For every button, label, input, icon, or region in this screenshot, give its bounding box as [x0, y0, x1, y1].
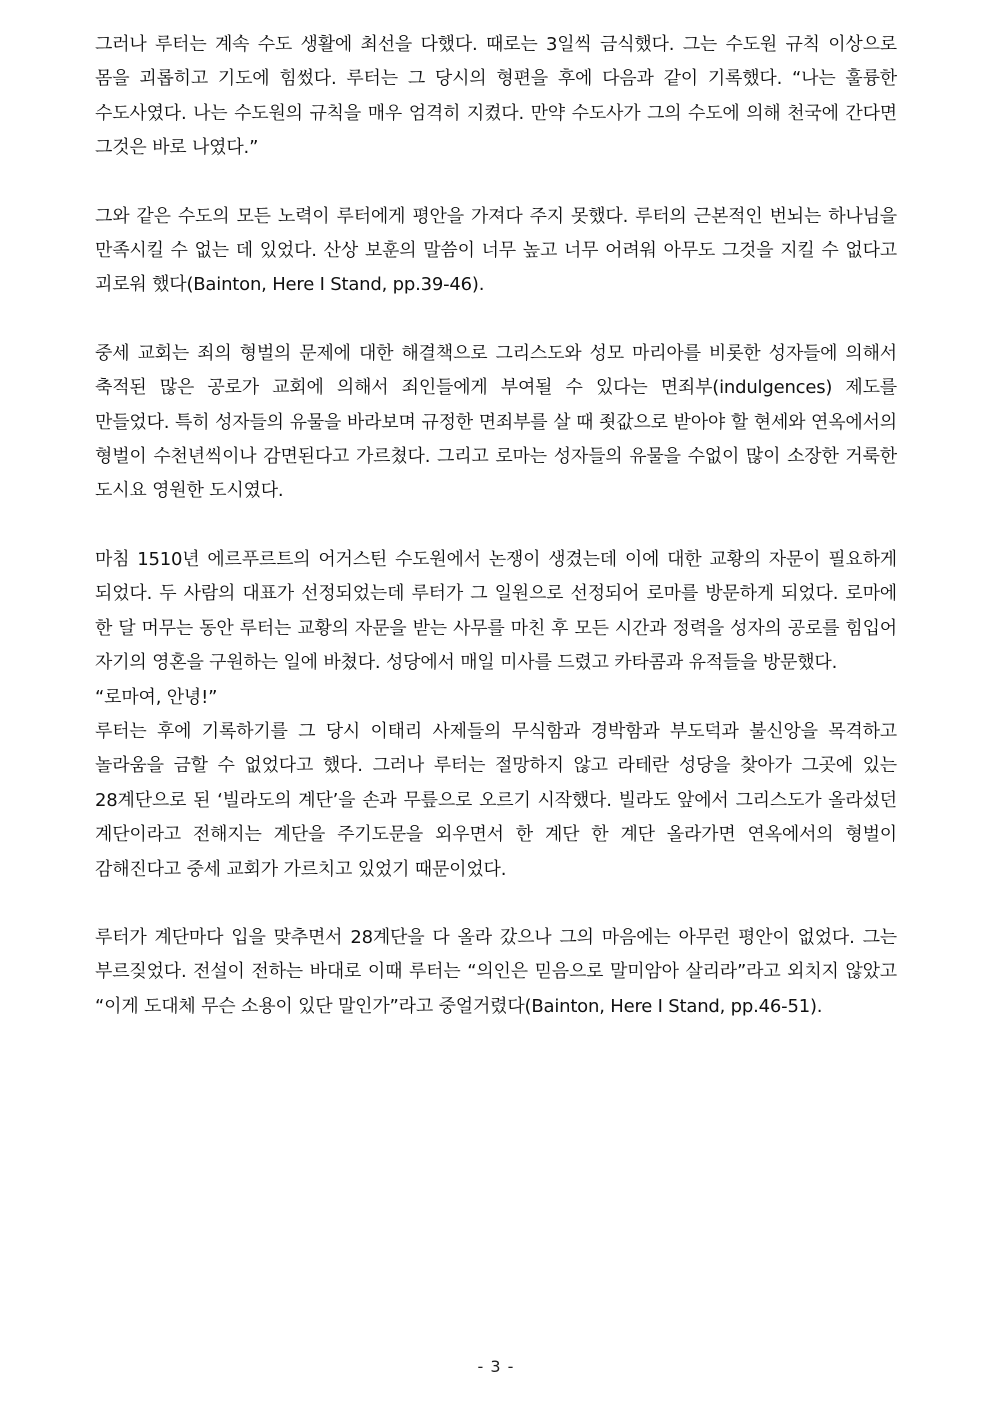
paragraph-no-peace: 그와 같은 수도의 모든 노력이 루터에게 평안을 가져다 주지 못했다. 루터의 근본적인 번뇌는 하나님을 만족시킬 수 없는 데 있었다. 산상 보훈의 말씀이 너무 높고 너무 어려워 아무도 그것을 지킬 수 없다고 괴로워 했다(Bainton, Here I Stand, pp.39-46). [95, 205, 897, 296]
paragraph-monastic-life: 그러나 루터는 계속 수도 생활에 최선을 다했다. 때로는 3일씩 금식했다. 그는 수도원 규칙 이상으로 몸을 괴롭히고 기도에 힘썼다. 루터는 그 당시의 형편을 후에 다음과 같이 기록했다. “나는 훌륭한 수도사였다. 나는 수도원의 규칙을 매우 엄격히 지켰다. 만약 수도사가 그의 수도에 의해 천국에 간다면 그것은 바로 나였다.” [95, 34, 897, 159]
quote-heading: “로마여, 안녕!” [95, 686, 218, 708]
paragraph-indulgences: 중세 교회는 죄의 형벌의 문제에 대한 해결책으로 그리스도와 성모 마리아를 비롯한 성자들에 의해서 축적된 많은 공로가 교회에 의해서 죄인들에게 부여될 수 있다는 면죄부(indulgences) 제도를 만들었다. 특히 성자들의 유물을 바라보며 규정한 면죄부를 살 때 죗값으로 받아야 할 현세와 연옥에서의 형벌이 수천년씩이나 감면된다고 가르쳤다. 그리고 로마는 성자들의 유물을 수없이 많이 소장한 거룩한 도시요 영원한 도시였다. [95, 342, 897, 502]
document-body [95, 28, 897, 1024]
page-number: - 3 - [477, 1357, 515, 1376]
paragraph-pilate-stairs: 루터는 후에 기록하기를 그 당시 이태리 사제들의 무식함과 경박함과 부도덕과 불신앙을 목격하고 놀라움을 금할 수 없었다고 했다. 그러나 루터는 절망하지 않고 라테란 성당을 찾아가 그곳에 있는 28계단으로 된 ‘빌라도의 계단’을 손과 무릎으로 오르기 시작했다. 빌라도 앞에서 그리스도가 올라섰던 계단이라고 전해지는 계단을 주기도문을 외우면서 한 계단 한 계단 올라가면 연옥에서의 형벌이 감해진다고 중세 교회가 가르치고 있었기 때문이었다. [95, 720, 897, 880]
paragraph-rome-visit: 마침 1510년 에르푸르트의 어거스틴 수도원에서 논쟁이 생겼는데 이에 대한 교황의 자문이 필요하게 되었다. 두 사람의 대표가 선정되었는데 루터가 그 일원으로 선정되어 로마를 방문하게 되었다. 로마에 한 달 머무는 동안 루터는 교황의 자문을 받는 사무를 마친 후 모든 시간과 정력을 성자의 공로를 힘입어 자기의 영혼을 구원하는 일에 바쳤다. 성당에서 매일 미사를 드렸고 카타콤과 유적들을 방문했다. [95, 548, 897, 674]
paragraph-no-peace-stairs: 루터가 계단마다 입을 맞추면서 28계단을 다 올라 갔으나 그의 마음에는 아무런 평안이 없었다. 그는 부르짖었다. 전설이 전하는 바대로 이때 루터는 “의인은 믿음으로 말미암아 살리라”라고 외치지 않았고 “이게 도대체 무슨 소용이 있단 말인가”라고 중얼거렸다(Bainton, Here I Stand, pp.46-51). [95, 926, 897, 1017]
